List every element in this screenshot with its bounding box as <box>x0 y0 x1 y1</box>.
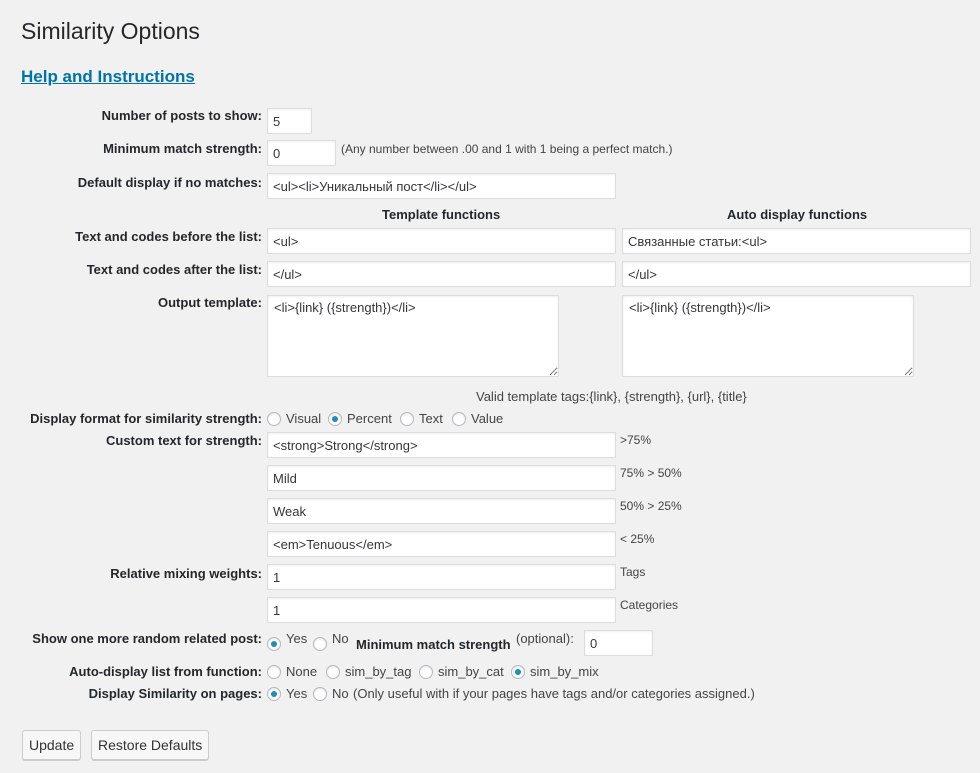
help-link[interactable]: Help and Instructions <box>21 67 195 86</box>
strength-weak-range: 50% > 25% <box>620 499 682 513</box>
after-list-label: Text and codes after the list: <box>86 262 262 277</box>
mixing-categories-label: Categories <box>620 598 679 612</box>
strength-tenuous-input[interactable] <box>267 531 616 557</box>
display-format-visual-label: Visual <box>286 411 322 426</box>
strength-strong-range: >75% <box>620 433 652 447</box>
mixing-weights-label: Relative mixing weights: <box>110 566 262 581</box>
auto-display-sim-by-mix-label: sim_by_mix <box>530 664 599 679</box>
pages-no-radio[interactable] <box>313 687 327 701</box>
mixing-tags-label: Tags <box>620 565 646 579</box>
num-posts-label: Number of posts to show: <box>101 108 262 123</box>
random-post-yes-radio[interactable] <box>267 637 281 651</box>
strength-weak-input[interactable] <box>267 498 616 524</box>
strength-tenuous-range: < 25% <box>620 532 655 546</box>
after-list-auto-input[interactable] <box>622 261 971 287</box>
auto-display-sim-by-tag-radio[interactable] <box>326 665 340 679</box>
display-format-text-radio[interactable] <box>400 412 414 426</box>
restore-defaults-button[interactable]: Restore Defaults <box>91 730 209 760</box>
random-post-label: Show one more random related post: <box>32 631 262 646</box>
auto-display-sim-by-cat-radio[interactable] <box>419 665 433 679</box>
display-format-percent-radio[interactable] <box>328 412 342 426</box>
auto-display-none-radio[interactable] <box>267 665 281 679</box>
auto-display-sim-by-cat-label: sim_by_cat <box>438 664 504 679</box>
template-functions-heading: Template functions <box>382 207 501 222</box>
random-post-no-radio[interactable] <box>313 637 327 651</box>
random-optional-label: (optional): <box>516 631 574 646</box>
pages-yes-label: Yes <box>286 686 308 701</box>
output-template-textarea[interactable] <box>267 295 559 377</box>
strength-mild-range: 75% > 50% <box>620 466 682 480</box>
output-auto-textarea[interactable] <box>622 295 914 377</box>
random-post-yes-label: Yes <box>286 631 308 646</box>
auto-display-functions-heading: Auto display functions <box>727 207 868 222</box>
min-match-input[interactable] <box>267 140 336 166</box>
display-format-visual-radio[interactable] <box>267 412 281 426</box>
page-title: Similarity Options <box>21 18 200 44</box>
before-list-auto-input[interactable] <box>622 228 971 254</box>
auto-display-none-label: None <box>286 664 318 679</box>
auto-display-label: Auto-display list from function: <box>69 664 262 679</box>
pages-yes-radio[interactable] <box>267 687 281 701</box>
random-min-match-input[interactable] <box>584 630 653 656</box>
before-list-label: Text and codes before the list: <box>75 229 262 244</box>
valid-template-tags: Valid template tags:{link}, {strength}, {url}, {title} <box>476 389 747 404</box>
min-match-note: (Any number between .00 and 1 with 1 being a perfect match.) <box>341 142 673 156</box>
pages-no-label: No <box>332 686 349 701</box>
before-list-template-input[interactable] <box>267 228 616 254</box>
custom-text-label: Custom text for strength: <box>106 433 262 448</box>
strength-strong-input[interactable] <box>267 432 616 458</box>
pages-note: (Only useful with if your pages have tags and/or categories assigned.) <box>353 686 755 701</box>
pages-label: Display Similarity on pages: <box>88 686 262 701</box>
num-posts-input[interactable] <box>267 108 312 134</box>
default-display-input[interactable] <box>267 173 616 199</box>
mixing-tags-input[interactable] <box>267 564 616 590</box>
auto-display-sim-by-tag-label: sim_by_tag <box>345 664 412 679</box>
random-min-match-label: Minimum match strength <box>356 637 511 652</box>
output-template-label: Output template: <box>158 295 262 310</box>
update-button[interactable]: Update <box>22 730 81 760</box>
display-format-value-radio[interactable] <box>452 412 466 426</box>
display-format-percent-label: Percent <box>347 411 392 426</box>
auto-display-sim-by-mix-radio[interactable] <box>511 665 525 679</box>
random-post-no-label: No <box>332 631 349 646</box>
display-format-value-label: Value <box>471 411 504 426</box>
display-format-text-label: Text <box>419 411 443 426</box>
display-format-label: Display format for similarity strength: <box>30 411 262 426</box>
after-list-template-input[interactable] <box>267 261 616 287</box>
mixing-categories-input[interactable] <box>267 597 616 623</box>
strength-mild-input[interactable] <box>267 465 616 491</box>
default-display-label: Default display if no matches: <box>77 175 262 190</box>
min-match-label: Minimum match strength: <box>103 141 262 156</box>
